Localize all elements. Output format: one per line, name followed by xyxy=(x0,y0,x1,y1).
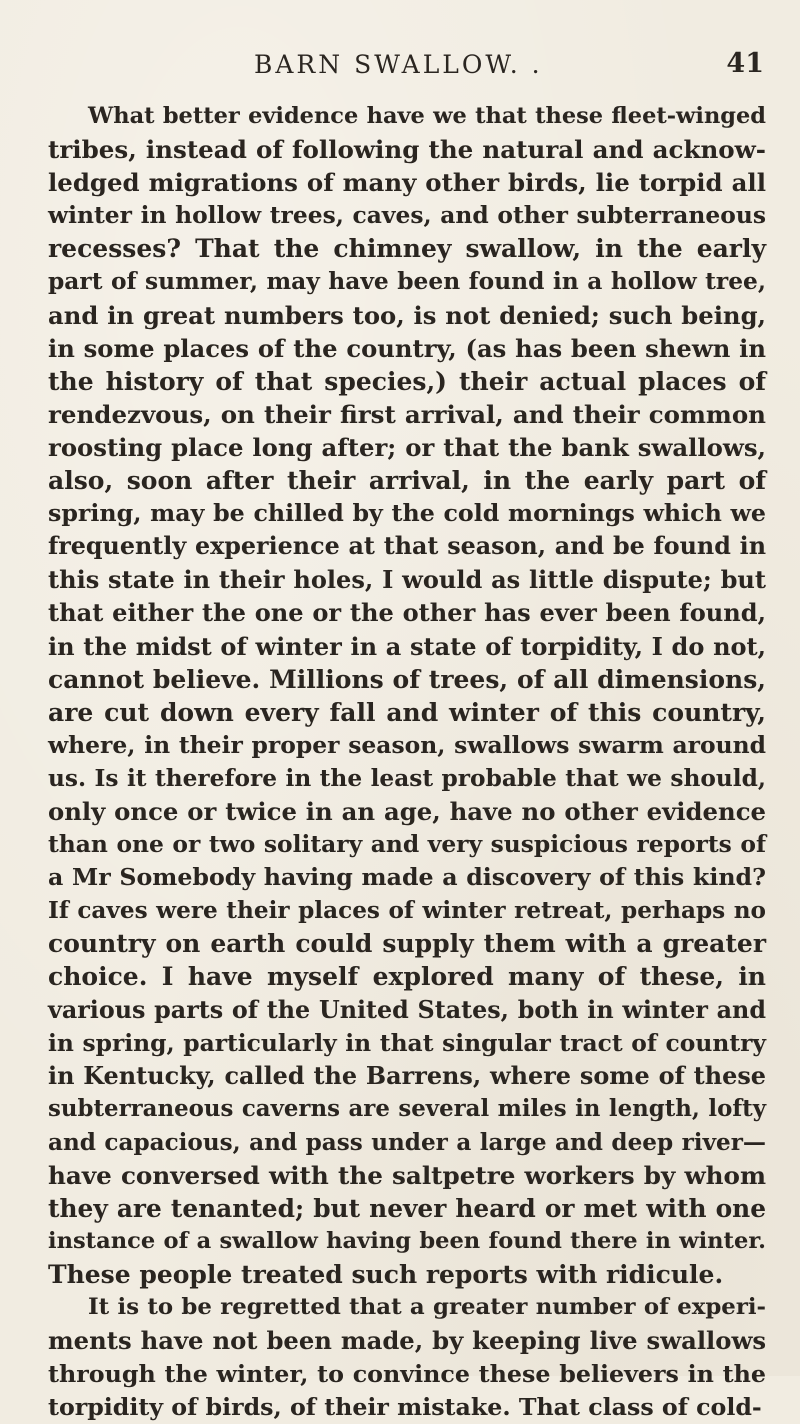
text-line: are cut down every fall and winter of this country, xyxy=(48,697,766,727)
text-line: a Mr Somebody having made a discovery of this kind? xyxy=(48,863,766,892)
text-line: torpidity of birds, of their mistake. That class of cold- xyxy=(48,1392,762,1421)
text-line: winter in hollow trees, caves, and other subterraneous xyxy=(48,201,766,230)
text-line: roosting place long after; or that the bank swallows, xyxy=(48,432,766,462)
text-line: spring, may be chilled by the cold mornings which we xyxy=(48,499,766,528)
page-number: 41 xyxy=(726,48,764,79)
text-line: recesses? That the chimney swallow, in the early xyxy=(48,234,766,264)
text-line: that either the one or the other has ever been found, xyxy=(48,598,766,628)
text-line: than one or two solitary and very suspicious reports of xyxy=(48,830,766,859)
text-line: in some places of the country, (as has been shewn in xyxy=(48,333,766,363)
text-line: rendezvous, on their first arrival, and their common xyxy=(48,399,766,429)
text-line: It is to be regretted that a greater number of experi- xyxy=(88,1294,766,1321)
running-head xyxy=(0,50,800,90)
running-title: BARN SWALLOW. . xyxy=(254,50,543,79)
text-line: These people treated such reports with ridicule. xyxy=(48,1260,724,1290)
text-line: the history of that species,) their actual places of xyxy=(48,366,766,396)
text-line: in the midst of winter in a state of torpidity, I do not, xyxy=(48,631,766,661)
text-line: cannot believe. Millions of trees, of all dimensions, xyxy=(48,664,766,694)
text-line: where, in their proper season, swallows swarm around xyxy=(48,730,766,759)
text-line: frequently experience at that season, and be found in xyxy=(48,532,766,561)
text-line: this state in their holes, I would as little dispute; but xyxy=(48,565,766,595)
text-line: us. Is it therefore in the least probable that we should, xyxy=(48,764,766,792)
text-line: What better evidence have we that these fleet-winged xyxy=(88,103,766,129)
body-text xyxy=(48,100,766,1424)
text-line: and capacious, and pass under a large and deep river— xyxy=(48,1128,766,1156)
text-line: in Kentucky, called the Barrens, where some of these xyxy=(48,1061,766,1090)
text-line: ments have not been made, by keeping live swallows xyxy=(48,1326,766,1356)
text-line: ledged migrations of many other birds, lie torpid all xyxy=(48,168,766,198)
text-line: tribes, instead of following the natural and acknow- xyxy=(48,135,766,165)
text-line: various parts of the United States, both in winter and xyxy=(48,995,766,1024)
text-line: only once or twice in an age, have no other evidence xyxy=(48,796,766,826)
text-line: instance of a swallow having been found there in winter. xyxy=(48,1228,766,1255)
text-line: part of summer, may have been found in a hollow tree, xyxy=(48,268,766,296)
text-line: also, soon after their arrival, in the early part of xyxy=(48,466,766,496)
text-line: country on earth could supply them with a greater xyxy=(48,929,766,959)
text-line: choice. I have myself explored many of these, in xyxy=(48,962,766,992)
text-line: they are tenanted; but never heard or met with one xyxy=(48,1194,766,1224)
text-line: have conversed with the saltpetre workers by whom xyxy=(48,1161,766,1190)
text-line: in spring, particularly in that singular tract of country xyxy=(48,1028,766,1057)
text-line: and in great numbers too, is not denied; such being, xyxy=(48,300,766,330)
text-line: subterraneous caverns are several miles in length, lofty xyxy=(48,1095,766,1122)
text-line: If caves were their places of winter retreat, perhaps no xyxy=(48,897,766,925)
text-line: through the winter, to convince these believers in the xyxy=(48,1359,766,1388)
